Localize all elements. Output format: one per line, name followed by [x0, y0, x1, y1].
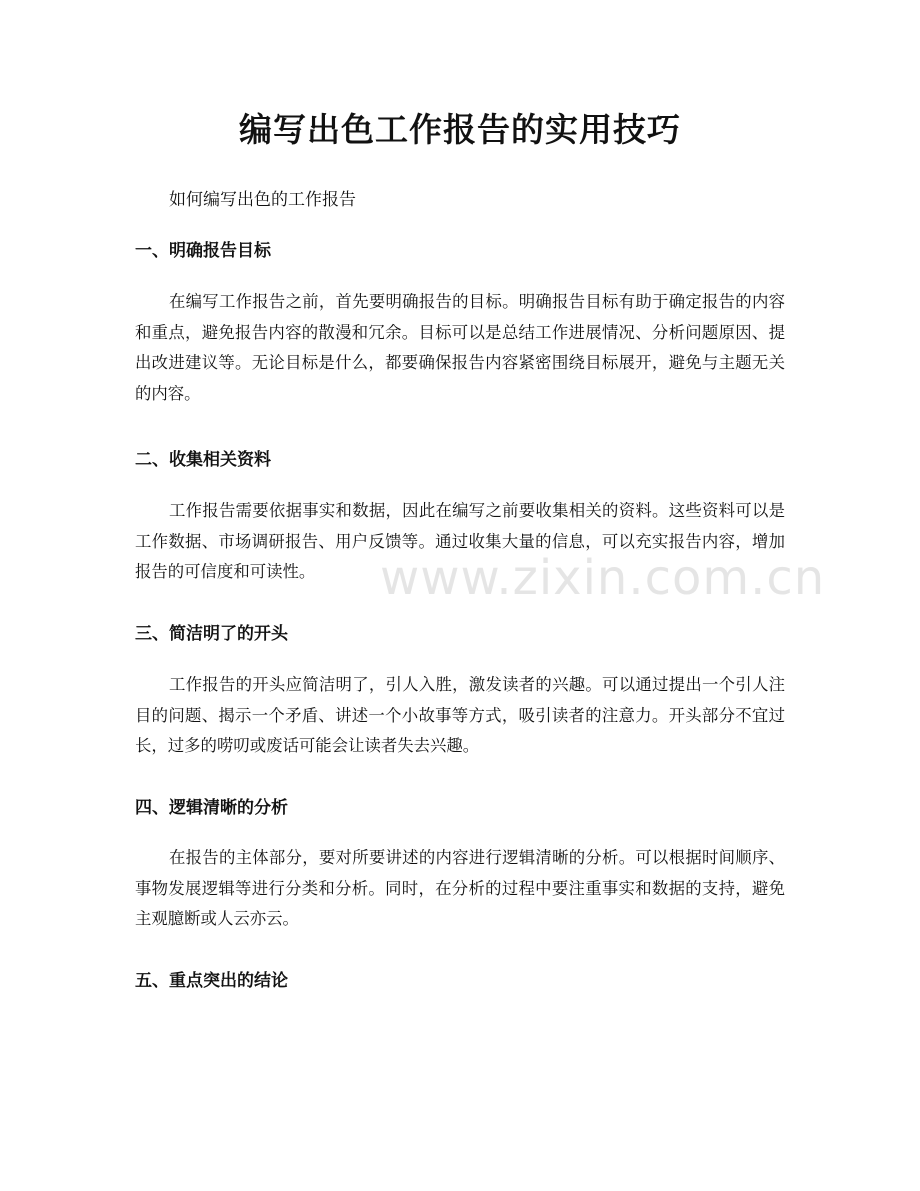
- section-body-3: 工作报告的开头应简洁明了，引人入胜，激发读者的兴趣。可以通过提出一个引人注目的问题、揭示一个矛盾、讲述一个小故事等方式，吸引读者的注意力。开头部分不宜过长，过多的唠叨或废话可能会让读者失去兴趣。: [135, 675, 785, 755]
- section-heading-4: 四、逻辑清晰的分析: [135, 798, 288, 818]
- section-heading-5: 五、重点突出的结论: [135, 971, 288, 991]
- watermark: www.zixin.com.cn: [380, 550, 826, 606]
- document-subtitle: 如何编写出色的工作报告: [169, 190, 356, 210]
- section-body-1: 在编写工作报告之前，首先要明确报告的目标。明确报告目标有助于确定报告的内容和重点，避免报告内容的散漫和冗余。目标可以是总结工作进展情况、分析问题原因、提出改进建议等。无论目标是什么，都要确保报告内容紧密围绕目标展开，避免与主题无关的内容。: [135, 292, 785, 403]
- section-heading-1: 一、明确报告目标: [135, 241, 271, 261]
- section-heading-2: 二、收集相关资料: [135, 450, 271, 470]
- section-heading-3: 三、简洁明了的开头: [135, 624, 288, 644]
- section-body-4: 在报告的主体部分，要对所要讲述的内容进行逻辑清晰的分析。可以根据时间顺序、事物发展逻辑等进行分类和分析。同时，在分析的过程中要注重事实和数据的支持，避免主观臆断或人云亦云。: [135, 848, 785, 928]
- section-body-2: 工作报告需要依据事实和数据，因此在编写之前要收集相关的资料。这些资料可以是工作数据、市场调研报告、用户反馈等。通过收集大量的信息，可以充实报告内容，增加报告的可信度和可读性。: [135, 501, 785, 581]
- document-title: 编写出色工作报告的实用技巧: [239, 110, 681, 149]
